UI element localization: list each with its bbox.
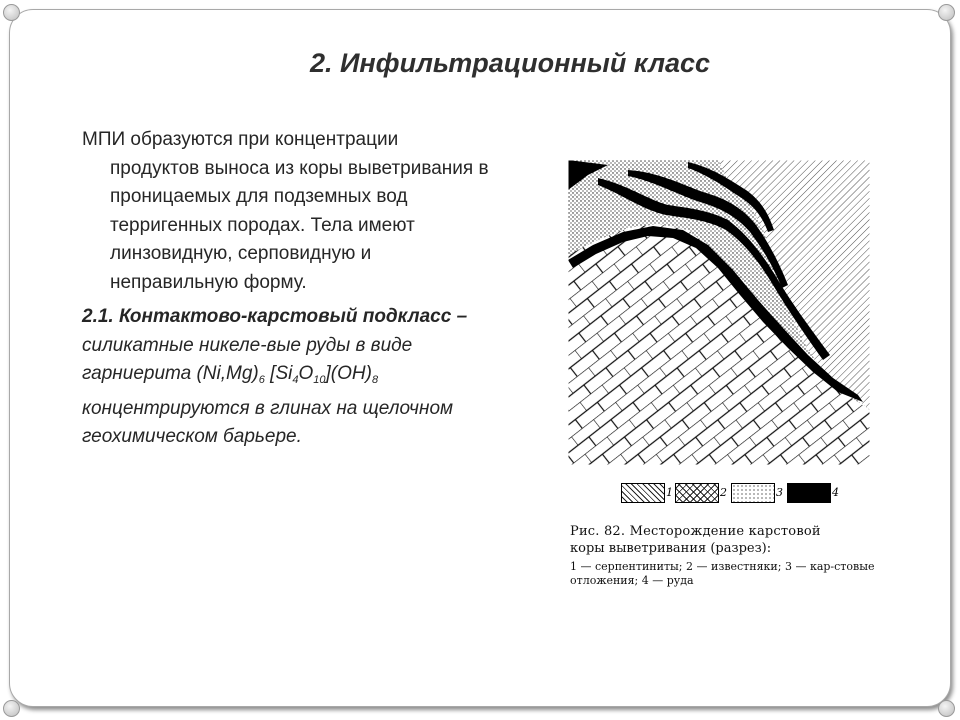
legend-swatch-3 — [731, 483, 775, 503]
legend-label-1: 1 — [666, 486, 673, 499]
corner-decoration-bottom-right — [938, 700, 955, 717]
legend-label-3: 3 — [776, 486, 783, 499]
legend-swatch-1 — [621, 483, 665, 503]
figure-caption — [570, 523, 890, 588]
legend-label-2: 2 — [720, 486, 727, 499]
caption-line-1: Рис. 82. Месторождение карстовой — [570, 524, 821, 539]
paragraph-2 — [82, 303, 502, 452]
subclass-text: силикатные никеле-вые руды в виде гарниерита — [82, 334, 413, 384]
subclass-heading: 2.1. Контактово-карстовый подкласс – — [82, 306, 468, 327]
legend-swatch-4 — [787, 483, 831, 503]
slide-body — [82, 126, 502, 452]
subclass-tail: концентрируются в глинах на щелочном геохимическом барьере. — [82, 397, 454, 447]
cross-section-drawing — [568, 160, 870, 465]
slide-title: 2. Инфильтрационный класс — [309, 48, 711, 78]
legend-label-4: 4 — [832, 486, 839, 499]
corner-decoration-bottom-left — [3, 700, 20, 717]
paragraph-1-first-line: МПИ образуются при концентрации — [82, 129, 399, 150]
legend-swatch-2 — [675, 483, 719, 503]
corner-decoration-top-left — [3, 4, 20, 21]
paragraph-1 — [82, 126, 502, 297]
caption-line-3: 1 — серпентиниты; 2 — известняки; 3 — кар-стовые отложения; 4 — руда — [570, 560, 875, 587]
caption-line-2: коры выветривания (разрез): — [570, 541, 772, 556]
paragraph-1-rest: продуктов выноса из коры выветривания в проницаемых для подземных вод терригенных породах. Тела имеют линзовидную, серповидную и неправильную форму. — [110, 157, 489, 293]
formula: $(Ni,Mg)_6$ $[Si_4O_{10}](OH)_8$ — [196, 363, 379, 386]
corner-decoration-top-right — [938, 4, 955, 21]
cross-section-figure — [568, 160, 870, 465]
